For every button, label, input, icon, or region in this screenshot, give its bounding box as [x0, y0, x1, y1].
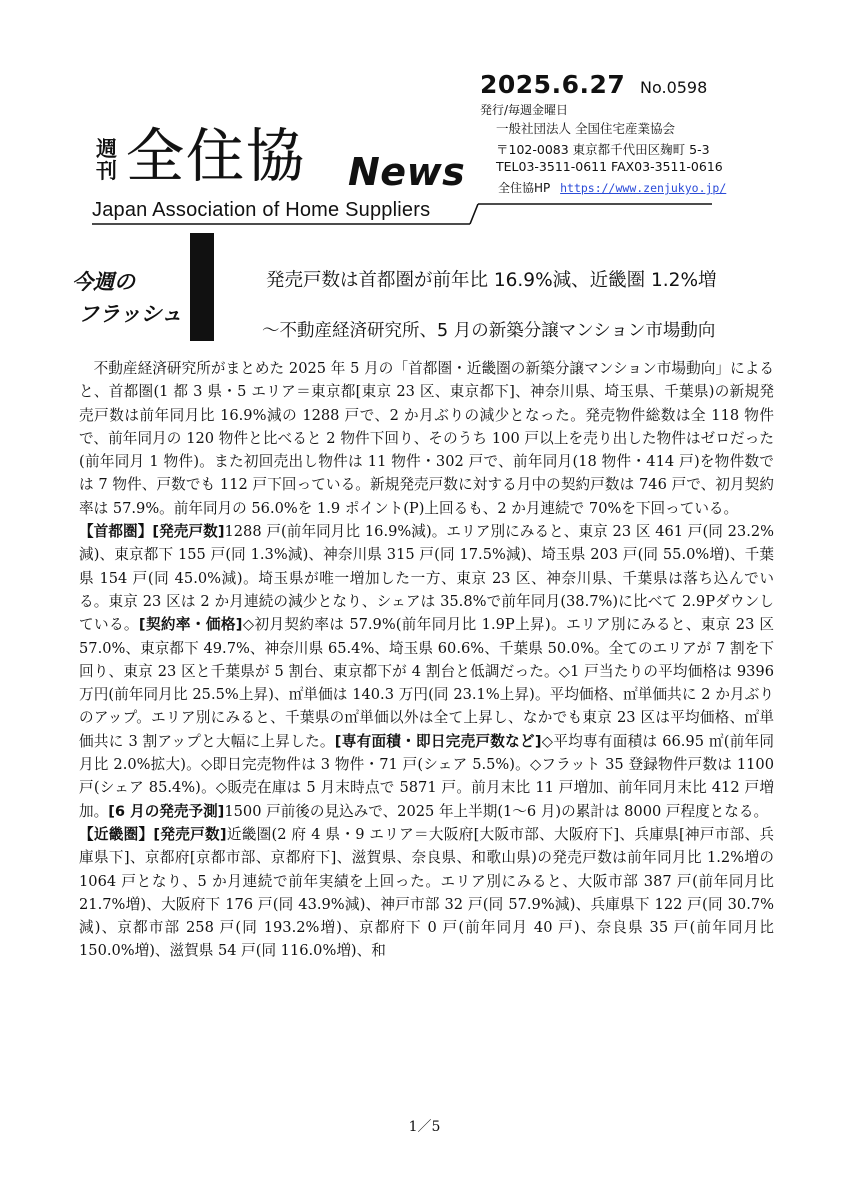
flash-badge-bar [190, 233, 214, 341]
subsection-label-sales: [発売戸数] [152, 523, 225, 541]
masthead-rule [0, 0, 849, 240]
weekly-mark: 週刊 [96, 137, 117, 183]
homepage-link[interactable]: https://www.zenjukyo.jp/ [560, 181, 727, 195]
shutoken-forecast-text: 1500 戸前後の見込みで、2025 年上半期(1～6 月)の累計は 8000 戸程度となる。 [224, 802, 769, 820]
logo-news: News [348, 150, 466, 194]
flash-badge-line1: 今週の [72, 270, 135, 294]
shutoken-area-text: ◇平均専有面積は 66.95 ㎡(前年同月比 2.0%拡大)。◇即日完売物件は 3 物件・71 戸(シェア 5.5%)。◇フラット 35 登録物件戸数は 1100 戸(シェア 85.4%)。◇販売在庫は 5 月末時点で 5871 戸。前月末比 11 戸増加、前年同月末比 412 戸増加。 [79, 732, 775, 820]
publish-frequency: 発行/毎週金曜日 [480, 103, 569, 117]
subsection-label-contract: [契約率・価格] [138, 616, 243, 634]
publisher-phone: TEL03-3511-0611 FAX03-3511-0616 [496, 159, 723, 174]
subsection-label-forecast: [6 月の発売予測] [108, 802, 225, 820]
article-body [79, 357, 774, 963]
flash-badge [72, 266, 182, 330]
intro-paragraph: 不動産経済研究所がまとめた 2025 年 5 月の「首都圏・近畿圏の新築分譲マンション市場動向」によると、首都圏(1 都 3 県・5 エリア＝東京都[東京 23 区、東京都下]、神奈川県、埼玉県、千葉県)の新規発売戸数は前年同月比 16.9%減の 1288 戸で、2 か月ぶりの減少となった。発売物件総数は全 118 物件で、前年同月の 120 物件と比べると 2 物件下回り、そのうち 100 戸以上を売り出した物件はゼロだった(前年同月 1 物件)。また初回売出し物件は 11 物件・302 戸で、前年同月(18 物件・414 戸)を物件数では 7 物件、戸数でも 112 戸下回っている。新規発売戸数に対する月中の契約戸数は 746 戸で、初月契約率は 57.9%。前年同月の 56.0%を 1.9 ポイント(P)上回るも、2 か月連続で 70%を下回っている。 [79, 360, 774, 517]
subsection-label-kinki-sales: [発売戸数] [153, 825, 227, 843]
publisher-address: 〒102-0083 東京都千代田区麹町 5-3 [496, 142, 710, 157]
logo-kanji: 全住協 [126, 122, 307, 190]
subsection-label-area: [専有面積・即日完売戸数など] [334, 732, 542, 750]
article-subheadline: ～不動産経済研究所、5 月の新築分譲マンション市場動向 [262, 321, 716, 341]
section-label-shutoken: 【首都圏】 [79, 523, 153, 541]
homepage-label: 全住協HP [498, 181, 551, 195]
page-number: 1／5 [408, 1119, 441, 1135]
issue-number: No.0598 [640, 78, 708, 97]
issue-date: 2025.6.27 [480, 70, 626, 99]
publisher-name: 一般社団法人 全国住宅産業協会 [496, 121, 675, 136]
article-headline: 発売戸数は首都圏が前年比 16.9%減、近畿圏 1.2%増 [266, 270, 717, 291]
flash-badge-line2: フラッシュ [78, 302, 183, 326]
shutoken-contract-text: ◇初月契約率は 57.9%(前年同月比 1.9P上昇)。エリア別にみると、東京 23 区 57.0%、東京都下 49.7%、神奈川県 65.4%、埼玉県 60.6%、千葉県 50.0%。全てのエリアが 7 割を下回り、東京 23 区と千葉県が 5 割台、東京都下が 4 割台と低調だった。◇1 戸当たりの平均価格は 9396 万円(前年同月比 25.5%上昇)、㎡単価は 140.3 万円(同 23.1%上昇)。平均価格、㎡単価共に 2 か月ぶりのアップ。エリア別にみると、千葉県の㎡単価以外は全て上昇し、なかでも東京 23 区は平均価格、㎡単価共に 3 割アップと大幅に上昇した。 [79, 616, 774, 750]
logo-english-name: Japan Association of Home Suppliers [92, 199, 431, 221]
kinki-paragraph [79, 823, 774, 963]
section-label-kinki: 【近畿圏】 [79, 825, 154, 843]
shutoken-paragraph [79, 520, 774, 823]
shutoken-sales-text: 1288 戸(前年同月比 16.9%減)。エリア別にみると、東京 23 区 461 戸(同 23.2%減)、東京都下 155 戸(同 1.3%減)、神奈川県 315 戸(同 17.5%減)、埼玉県 203 戸(同 55.0%増)、千葉県 154 戸(同 45.0%減)。埼玉県が唯一増加した一方、東京 23 区、神奈川県、千葉県は落ち込んでいる。東京 23 区は 2 か月連続の減少となり、シェアは 35.8%で前年同月(38.7%)に比べて 2.9Pダウンしている。 [79, 523, 774, 634]
kinki-sales-text: 近畿圏(2 府 4 県・9 エリア＝大阪府[大阪市部、大阪府下]、兵庫県[神戸市部、兵庫県下]、京都府[京都市部、京都府下]、滋賀県、奈良県、和歌山県)の発売戸数は前年同月比 1.2%増の 1064 戸となり、5 か月連続で前年実績を上回った。エリア別にみると、大阪市部 387 戸(前年同月比 21.7%増)、大阪府下 176 戸(同 43.9%減)、神戸市部 32 戸(同 57.9%減)、兵庫県下 122 戸(同 30.7%減)、京都市部 258 戸(同 193.2%増)、京都府下 0 戸(前年同月 40 戸)、奈良県 35 戸(前年同月比 150.0%増)、滋賀県 54 戸(同 116.0%増)、和 [79, 825, 774, 960]
